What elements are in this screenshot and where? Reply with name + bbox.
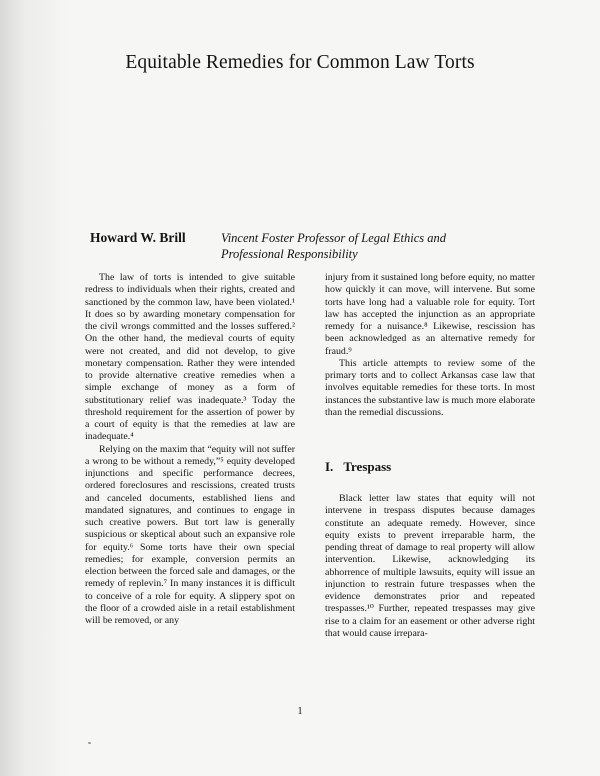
body-paragraph: Black letter law states that equity will not intervene in trespass disputes because damages constitute an adequate remedy. However, since equity exists to prevent irreparable harm, the pending threat of damage to real property will allow intervention. Likewise, acknowledging its abhorrence of multiple lawsuits, equity will issue an injunction to restrain future trespasses when the evidence demonstrates prior and repeated trespasses.¹⁰ Further, repeated trespasses may give rise to a claim for an easement or other adverse right that would cause irrepara-: [325, 493, 535, 639]
page-number: 1: [297, 706, 303, 717]
left-column: [85, 272, 295, 627]
body-paragraph: This article attempts to review some of the primary torts and to collect Arkansas case law that involves equitable remedies for these torts. In most instances the substantive law is much more elaborate than the remedial discussions.: [325, 357, 535, 418]
right-column: [325, 272, 535, 640]
section-heading: [325, 459, 535, 475]
section-title: Trespass: [343, 459, 392, 474]
author-name: Howard W. Brill: [90, 230, 186, 245]
section-number: I.: [325, 459, 334, 474]
body-paragraph-continued: injury from it sustained long before equity, no matter how quickly it can move, will intervene. But some torts have long had a valuable role for equity. Tort law has accepted the injunction as an appropriate remedy for a nuisance.⁸ Likewise, rescission has been acknowledged as an alternative remedy for fraud.⁹: [325, 272, 535, 357]
scan-speck: [88, 742, 91, 744]
author-affiliation: Vincent Foster Professor of Legal Ethics and Professional Responsibility: [221, 231, 446, 261]
body-paragraph: Relying on the maxim that “equity will not suffer a wrong to be without a remedy,”⁵ equity developed injunctions and specific performance decrees, ordered foreclosures and rescissions, created trusts and canceled documents, established liens and mandated signatures, and continues to engage in such creative powers. But tort law is generally suspicious or skeptical about such an expansive role for equity.⁶ Some torts have their own special remedies; for example, conversion permits an election between the forced sale and damages, or the remedy of replevin.⁷ In many instances it is difficult to conceive of a role for equity. A slippery spot on the floor of a crowded aisle in a retail establishment will be removed, or any: [85, 443, 295, 626]
scan-shadow: [0, 0, 70, 776]
article-title: Equitable Remedies for Common Law Torts: [125, 52, 475, 73]
body-paragraph: The law of torts is intended to give suitable redress to individuals when their rights, created and sanctioned by the common law, have been violated.¹ It does so by awarding monetary compensation for the civil wrongs committed and the losses suffered.² On the other hand, the medieval courts of equity were not created, and did not develop, to give monetary compensation. Rather they were intended to provide alternative creative remedies when a simple exchange of money as a form of substitutionary relief was inadequate.³ Today the threshold requirement for the assertion of power by a court of equity is that the remedies at law are inadequate.⁴: [85, 272, 295, 443]
